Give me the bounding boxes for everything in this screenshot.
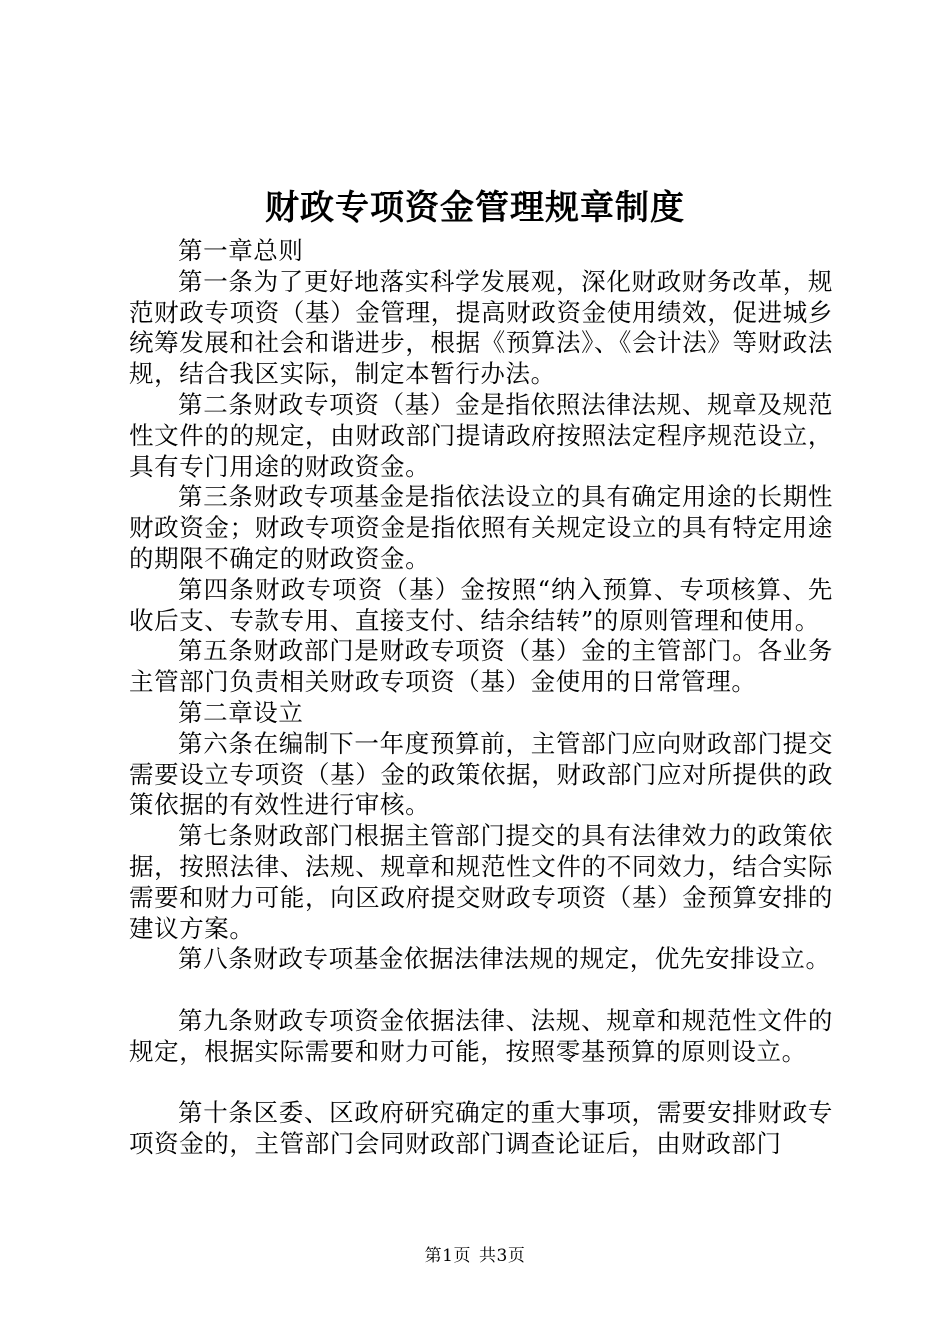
page-footer [0, 1244, 950, 1268]
page-number: 第1页 [424, 1246, 471, 1266]
article-2: 第二条财政专项资（基）金是指依照法律法规、规章及规范性文件的的规定，由财政部门提请政府按照法定程序规范设立，具有专门用途的财政资金。 [129, 389, 833, 481]
document-body [129, 236, 833, 1160]
article-9: 第九条财政专项资金依据法律、法规、规章和规范性文件的规定，根据实际需要和财力可能，按照零基预算的原则设立。 [129, 1005, 833, 1066]
article-8: 第八条财政专项基金依据法律法规的规定，优先安排设立。 [178, 944, 831, 974]
article-6: 第六条在编制下一年度预算前，主管部门应向财政部门提交需要设立专项资（基）金的政策依据，财政部门应对所提供的政策依据的有效性进行审核。 [129, 728, 833, 820]
chapter-heading-1: 第一章总则 [178, 236, 304, 265]
article-4: 第四条财政专项资（基）金按照“纳入预算、专项核算、先收后支、专款专用、直接支付、结余结转”的原则管理和使用。 [129, 574, 833, 635]
article-10: 第十条区委、区政府研究确定的重大事项，需要安排财政专项资金的，主管部门会同财政部门调查论证后，由财政部门 [129, 1098, 833, 1159]
article-7: 第七条财政部门根据主管部门提交的具有法律效力的政策依据，按照法律、法规、规章和规范性文件的不同效力，结合实际需要和财力可能，向区政府提交财政专项资（基）金预算安排的建议方案。 [129, 821, 833, 943]
article-5: 第五条财政部门是财政专项资（基）金的主管部门。各业务主管部门负责相关财政专项资（基）金使用的日常管理。 [129, 636, 833, 697]
article-3: 第三条财政专项基金是指依法设立的具有确定用途的长期性财政资金；财政专项资金是指依照有关规定设立的具有特定用途的期限不确定的财政资金。 [129, 482, 833, 573]
article-1: 第一条为了更好地落实科学发展观，深化财政财务改革，规范财政专项资（基）金管理，提高财政资金使用绩效，促进城乡统筹发展和社会和谐进步，根据《预算法》、《会计法》等财政法规，结合我区实际，制定本暂行办法。 [129, 266, 833, 389]
page-total: 共3页 [479, 1246, 526, 1266]
chapter-heading-2: 第二章设立 [178, 697, 304, 727]
document-title: 财政专项资金管理规章制度 [265, 188, 685, 228]
